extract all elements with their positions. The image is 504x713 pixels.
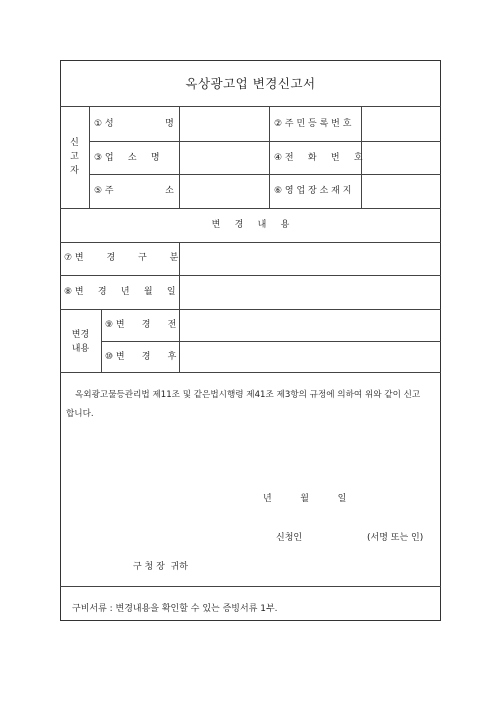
rule-change-content-col — [101, 309, 102, 372]
rule-statement-bottom — [60, 586, 441, 587]
change-content-label: 변경 내용 — [71, 330, 90, 354]
form-title: 옥상광고업 변경신고서 — [185, 76, 316, 91]
change-section-header: 변 경 내 용 — [211, 220, 290, 230]
declaration-statement: 옥외광고물등관리법 제11조 및 같은법시행령 제41조 제3항의 규정에 의하여 위와 같이 신고합니다. — [66, 390, 421, 419]
reporter-label: 신 고 자 — [70, 138, 79, 176]
signature-note: (서명 또는 인) — [367, 533, 424, 543]
after-change-label: ⑩ 변 경 후 — [105, 352, 177, 362]
change-type-label: ⑦ 변 경 구 분 — [64, 253, 179, 263]
rule-change-content-bottom — [60, 372, 441, 373]
signature-field[interactable] — [305, 530, 365, 546]
phone-label: ④ 전 화 번 호 — [274, 153, 363, 163]
change-type-field[interactable] — [180, 243, 440, 274]
change-date-field[interactable] — [180, 276, 440, 308]
phone-field[interactable] — [362, 142, 440, 173]
business-name-field[interactable] — [180, 142, 268, 173]
business-location-field[interactable] — [362, 175, 440, 207]
required-documents: 구비서류 : 변경내용을 확인할 수 있는 증빙서류 1부. — [72, 604, 278, 614]
after-change-field[interactable] — [180, 342, 440, 371]
rule-label-col-2 — [269, 106, 270, 208]
name-field[interactable] — [180, 107, 268, 140]
business-name-label: ③ 업 소 명 — [94, 153, 160, 163]
resident-number-field[interactable] — [362, 107, 440, 140]
business-location-label: ⑥ 영 업 장 소 재 지 — [274, 186, 352, 196]
rule-reporter-col — [89, 106, 90, 208]
resident-number-label: ② 주 민 등 록 번 호 — [274, 119, 352, 129]
date-line: 년 월 일 — [263, 494, 347, 504]
applicant-label: 신청인 — [276, 533, 303, 543]
name-label: ① 성 명 — [94, 119, 174, 129]
address-label: ⑤ 주 소 — [94, 186, 174, 196]
change-date-label: ⑧ 변 경 년 월 일 — [64, 287, 176, 297]
rule-reporter-bottom — [60, 208, 441, 209]
address-field[interactable] — [180, 175, 268, 207]
addressee: 구 청 장 귀하 — [133, 562, 188, 572]
before-change-field[interactable] — [180, 310, 440, 340]
before-change-label: ⑨ 변 경 전 — [105, 320, 177, 330]
